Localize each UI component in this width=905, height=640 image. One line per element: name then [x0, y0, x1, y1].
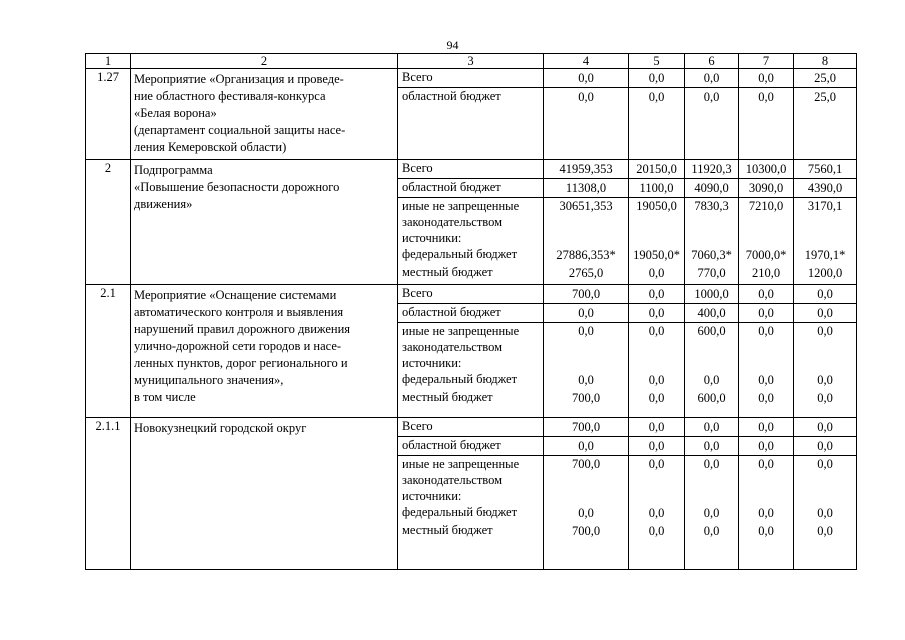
value-cell	[629, 69, 685, 160]
value-cell	[739, 284, 794, 418]
funding-source-line: областной бюджет	[402, 180, 501, 195]
value-cell	[685, 418, 739, 570]
value-line	[794, 389, 856, 407]
funding-source	[398, 456, 543, 504]
row-number: 1.27	[86, 69, 131, 160]
measure-name	[131, 284, 398, 418]
value-line	[629, 437, 684, 456]
value-line	[629, 418, 684, 437]
value-line	[629, 88, 684, 106]
measure-name-text	[134, 418, 397, 437]
value-line	[739, 371, 793, 389]
value: 1970,1*	[804, 248, 846, 263]
value-line	[544, 304, 628, 323]
value: 2765,0	[568, 266, 604, 281]
value: 0,0	[648, 90, 665, 105]
value: 4090,0	[694, 181, 729, 196]
value: 0,0	[648, 524, 665, 539]
value: 0,0	[703, 90, 720, 105]
funding-source	[398, 522, 543, 540]
measure-name-line: автоматического контроля и выявления	[134, 304, 344, 319]
value-line	[794, 323, 856, 371]
table-row	[86, 160, 857, 284]
value: 0,0	[648, 506, 665, 521]
value: 7210,0	[748, 199, 784, 214]
value: 0,0	[758, 439, 774, 454]
value: 7830,3	[694, 199, 729, 214]
value-line	[739, 323, 793, 371]
value-cell	[685, 160, 739, 284]
value-line	[685, 88, 738, 106]
funding-source	[398, 179, 543, 198]
value: 11920,3	[691, 162, 732, 177]
value-line	[544, 246, 628, 264]
value: 0,0	[758, 506, 774, 521]
funding-source-line: источники:	[402, 355, 462, 370]
value-line	[685, 285, 738, 304]
value-line	[629, 371, 684, 389]
measure-name-line: Подпрограмма	[134, 163, 213, 178]
value: 0,0	[758, 390, 774, 405]
value: 3170,1	[807, 199, 843, 214]
value-line	[629, 285, 684, 304]
value-line	[629, 160, 684, 179]
value: 0,0	[648, 323, 665, 338]
value: 700,0	[571, 524, 601, 539]
value-line	[685, 437, 738, 456]
value-line	[794, 264, 856, 282]
funding-source-line: Всего	[402, 285, 433, 300]
value-cell	[794, 418, 857, 570]
value-line	[629, 323, 684, 371]
value-line	[685, 198, 738, 246]
value-line	[629, 246, 684, 264]
value: 0,0	[817, 524, 833, 539]
value: 0,0	[578, 323, 594, 338]
value: 400,0	[697, 305, 726, 320]
value-line	[685, 179, 738, 198]
value-line	[629, 198, 684, 246]
funding-source-line: законодательством	[402, 215, 503, 230]
value: 0,0	[648, 266, 665, 281]
value-line	[629, 456, 684, 504]
value-cell	[685, 69, 739, 160]
value: 0,0	[703, 372, 720, 387]
funding-source-line: источники:	[402, 489, 462, 504]
value: 0,0	[648, 372, 665, 387]
header-cell: 5	[629, 54, 685, 69]
value: 0,0	[817, 506, 833, 521]
budget-table	[85, 53, 857, 570]
value: 0,0	[758, 372, 774, 387]
value-line	[739, 285, 793, 304]
value: 0,0	[817, 323, 833, 338]
value: 7560,1	[807, 162, 843, 177]
value: 0,0	[648, 420, 665, 435]
funding-source	[398, 304, 543, 323]
value: 0,0	[817, 286, 833, 301]
header-cell: 6	[685, 54, 739, 69]
value-line	[794, 88, 856, 106]
funding-source-line: иные не запрещенные	[402, 199, 520, 214]
value-line	[739, 246, 793, 264]
measure-name	[131, 160, 398, 284]
value: 0,0	[703, 71, 720, 86]
funding-source-line: областной бюджет	[402, 438, 501, 453]
value-line	[794, 504, 856, 522]
value-line	[629, 522, 684, 540]
value: 41959,353	[559, 162, 613, 177]
value-line	[739, 179, 793, 198]
header-cell: 7	[739, 54, 794, 69]
funding-source	[398, 264, 543, 282]
value-line	[629, 69, 684, 88]
value-line	[685, 264, 738, 282]
measure-name-line: движения»	[134, 197, 193, 212]
value-line	[739, 504, 793, 522]
value: 19050,0	[636, 199, 677, 214]
value: 0,0	[648, 457, 665, 472]
value: 0,0	[758, 420, 774, 435]
value: 0,0	[648, 439, 665, 454]
value-line	[685, 371, 738, 389]
funding-source-line: областной бюджет	[402, 304, 501, 319]
value-line	[685, 160, 738, 179]
value-line	[685, 522, 738, 540]
value-line	[794, 160, 856, 179]
measure-name-line: нарушений правил дорожного движения	[134, 321, 351, 336]
value-line	[544, 437, 628, 456]
value-cell	[544, 69, 629, 160]
value-cell	[629, 284, 685, 418]
value-line	[794, 522, 856, 540]
value-line	[544, 179, 628, 198]
measure-name-line: «Белая ворона»	[134, 106, 217, 121]
value-line	[544, 69, 628, 88]
measure-name	[131, 418, 398, 570]
value: 4390,0	[807, 181, 843, 196]
value: 700,0	[571, 390, 601, 405]
value-line	[685, 69, 738, 88]
value: 600,0	[697, 390, 726, 405]
value-line	[794, 246, 856, 264]
value-line	[544, 198, 628, 246]
value: 0,0	[578, 90, 594, 105]
value: 1000,0	[694, 286, 729, 301]
value-line	[685, 323, 738, 371]
value: 0,0	[817, 420, 833, 435]
funding-source	[398, 88, 543, 106]
value: 700,0	[571, 420, 601, 435]
value: 0,0	[817, 372, 833, 387]
value-cell	[739, 418, 794, 570]
value: 0,0	[578, 71, 594, 86]
value-line	[794, 456, 856, 504]
value: 0,0	[578, 439, 594, 454]
value-line	[544, 88, 628, 106]
measure-name-line: в том числе	[134, 389, 196, 404]
funding-source	[398, 389, 543, 407]
funding-source-line: Всего	[402, 419, 433, 434]
value-line	[544, 418, 628, 437]
table-row	[86, 284, 857, 418]
value: 25,0	[814, 71, 836, 86]
value: 0,0	[648, 286, 665, 301]
value-line	[794, 285, 856, 304]
value: 20150,0	[636, 162, 677, 177]
value: 0,0	[703, 420, 720, 435]
value-line	[544, 504, 628, 522]
funding-source-line: Всего	[402, 161, 433, 176]
funding-source-line: федеральный бюджет	[402, 371, 518, 386]
funding-source	[398, 69, 543, 88]
funding-source-line: Всего	[402, 70, 433, 85]
value: 0,0	[578, 372, 594, 387]
funding-source-cell	[398, 160, 544, 284]
funding-source-line: федеральный бюджет	[402, 247, 518, 262]
value-line	[685, 246, 738, 264]
value-cell	[794, 284, 857, 418]
value-line	[739, 456, 793, 504]
value-cell	[544, 418, 629, 570]
value: 7060,3*	[691, 248, 732, 263]
value-line	[739, 88, 793, 106]
value-cell	[629, 418, 685, 570]
value-line	[739, 198, 793, 246]
header-cell: 3	[398, 54, 544, 69]
funding-source-cell	[398, 418, 544, 570]
header-cell: 1	[86, 54, 131, 69]
value-line	[544, 371, 628, 389]
value: 210,0	[751, 266, 781, 281]
value: 25,0	[814, 90, 836, 105]
value-line	[544, 323, 628, 371]
value: 1200,0	[807, 266, 843, 281]
row-number: 2	[86, 160, 131, 284]
measure-name-line: Новокузнецкий городской округ	[134, 421, 307, 436]
value-line	[739, 264, 793, 282]
value: 0,0	[758, 323, 774, 338]
value: 0,0	[703, 506, 720, 521]
row-number: 2.1	[86, 284, 131, 418]
value-line	[794, 418, 856, 437]
table-row	[86, 418, 857, 570]
value-line	[629, 264, 684, 282]
measure-name-text	[134, 285, 397, 406]
value-line	[794, 198, 856, 246]
header-row	[86, 54, 857, 69]
value: 1100,0	[639, 181, 674, 196]
header-cell: 8	[794, 54, 857, 69]
header-cell: 2	[131, 54, 398, 69]
value: 11308,0	[565, 181, 607, 196]
value-line	[544, 160, 628, 179]
value: 0,0	[648, 305, 665, 320]
funding-source-line: иные не запрещенные	[402, 457, 520, 472]
funding-source	[398, 246, 543, 264]
value: 0,0	[817, 390, 833, 405]
funding-source-line: иные не запрещенные	[402, 323, 520, 338]
funding-source-line: местный бюджет	[402, 265, 493, 280]
value-line	[629, 304, 684, 323]
value: 0,0	[648, 390, 665, 405]
value-cell	[544, 160, 629, 284]
value: 0,0	[758, 305, 774, 320]
value: 0,0	[578, 506, 594, 521]
funding-source-cell	[398, 69, 544, 160]
header-cell: 4	[544, 54, 629, 69]
funding-source	[398, 371, 543, 389]
value: 0,0	[703, 439, 720, 454]
value-line	[685, 304, 738, 323]
value: 30651,353	[559, 199, 613, 214]
value-line	[685, 504, 738, 522]
measure-name-line: Мероприятие «Организация и проведе-	[134, 72, 344, 87]
value-cell	[685, 284, 739, 418]
funding-source	[398, 285, 543, 304]
measure-name-line: улично-дорожной сети городов и насе-	[134, 338, 342, 353]
row-number: 2.1.1	[86, 418, 131, 570]
value-cell	[544, 284, 629, 418]
value-line	[544, 285, 628, 304]
value: 0,0	[758, 71, 774, 86]
value: 10300,0	[745, 162, 787, 177]
value: 3090,0	[748, 181, 784, 196]
value: 27886,353*	[556, 248, 616, 263]
value: 0,0	[648, 71, 665, 86]
value: 0,0	[578, 305, 594, 320]
funding-source	[398, 160, 543, 179]
value-line	[739, 389, 793, 407]
measure-name-line: ления Кемеровской области)	[134, 140, 287, 155]
value-line	[685, 389, 738, 407]
value: 700,0	[571, 286, 601, 301]
value: 0,0	[703, 457, 720, 472]
value-cell	[739, 160, 794, 284]
funding-source	[398, 418, 543, 437]
value: 7000,0*	[745, 248, 787, 263]
value: 0,0	[758, 524, 774, 539]
value-line	[794, 437, 856, 456]
value-line	[739, 437, 793, 456]
value-line	[739, 160, 793, 179]
value-line	[739, 69, 793, 88]
measure-name-line: ние областного фестиваля-конкурса	[134, 89, 326, 104]
value-line	[685, 418, 738, 437]
table-row	[86, 69, 857, 160]
measure-name-line: Мероприятие «Оснащение системами	[134, 287, 337, 302]
value: 0,0	[758, 286, 774, 301]
measure-name-line: ленных пунктов, дорог регионального и	[134, 355, 348, 370]
value-line	[544, 264, 628, 282]
funding-source-line: источники:	[402, 231, 462, 246]
value-line	[739, 304, 793, 323]
funding-source-line: местный бюджет	[402, 523, 493, 538]
funding-source-line: законодательством	[402, 339, 503, 354]
value-line	[629, 389, 684, 407]
value-line	[544, 389, 628, 407]
value-line	[739, 418, 793, 437]
funding-source-line: законодательством	[402, 473, 503, 488]
value: 0,0	[817, 439, 833, 454]
measure-name-text	[134, 160, 397, 213]
measure-name-text	[134, 69, 397, 156]
value-line	[739, 522, 793, 540]
page-number: 94	[446, 38, 459, 52]
value-line	[794, 304, 856, 323]
measure-name-line: (департамент социальной защиты насе-	[134, 123, 346, 138]
value: 600,0	[697, 323, 726, 338]
value-line	[794, 371, 856, 389]
value: 0,0	[703, 524, 720, 539]
funding-source-line: федеральный бюджет	[402, 505, 518, 520]
value-line	[544, 522, 628, 540]
value-line	[544, 456, 628, 504]
value-line	[794, 69, 856, 88]
measure-name-line: «Повышение безопасности дорожного	[134, 180, 340, 195]
measure-name	[131, 69, 398, 160]
measure-name-line: муниципального значения»,	[134, 372, 284, 387]
value-line	[685, 456, 738, 504]
funding-source	[398, 437, 543, 456]
value: 0,0	[817, 457, 833, 472]
value: 0,0	[758, 90, 774, 105]
value-cell	[739, 69, 794, 160]
value: 770,0	[697, 266, 726, 281]
funding-source-line: областной бюджет	[402, 89, 501, 104]
value-cell	[629, 160, 685, 284]
value: 0,0	[817, 305, 833, 320]
value: 700,0	[571, 457, 601, 472]
funding-source-line: местный бюджет	[402, 389, 493, 404]
value-line	[794, 179, 856, 198]
value: 0,0	[758, 457, 774, 472]
value-line	[629, 179, 684, 198]
value-cell	[794, 160, 857, 284]
funding-source	[398, 504, 543, 522]
value-line	[629, 504, 684, 522]
funding-source-cell	[398, 284, 544, 418]
funding-source	[398, 198, 543, 246]
funding-source	[398, 323, 543, 371]
value: 19050,0*	[633, 248, 680, 263]
value-cell	[794, 69, 857, 160]
